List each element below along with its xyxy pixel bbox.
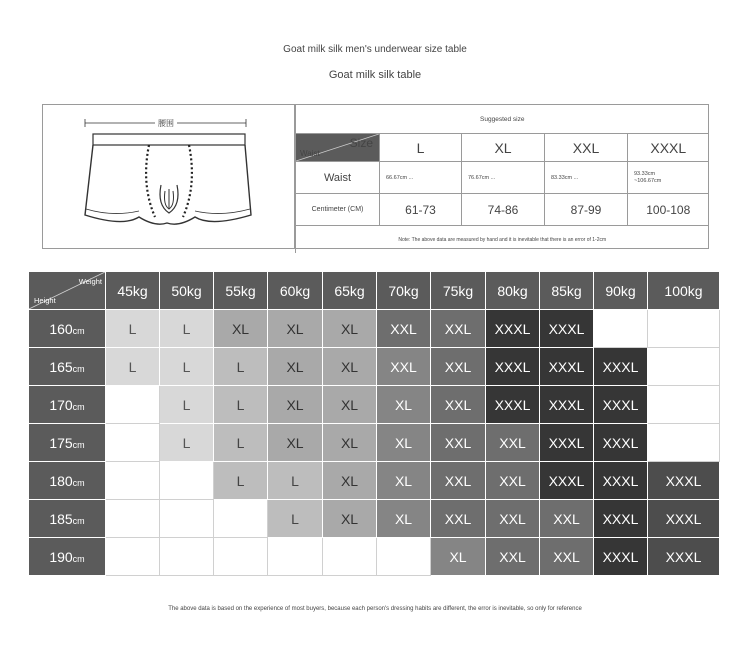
- height-unit: cm: [72, 553, 85, 564]
- waist-value: 66.67cm ...: [380, 162, 462, 194]
- size-cell: [648, 386, 720, 424]
- height-value: 175: [49, 434, 73, 451]
- size-cell: XXXL: [594, 462, 648, 500]
- size-cell: XXXL: [540, 386, 594, 424]
- size-cell: XXL: [540, 538, 594, 576]
- size-cell: [214, 538, 268, 576]
- height-header: [29, 500, 106, 538]
- table-row: [29, 500, 720, 538]
- size-cell: XXL: [431, 462, 486, 500]
- size-cell: XXL: [431, 386, 486, 424]
- size-cell: XL: [268, 386, 323, 424]
- waist-value: 83.33cm ...: [545, 162, 628, 194]
- size-cell: [648, 348, 720, 386]
- waist-value: 76.67cm ...: [462, 162, 545, 194]
- weight-header: 100kg: [648, 272, 720, 310]
- size-cell: XXXL: [540, 424, 594, 462]
- size-header: XXXL: [628, 134, 709, 162]
- height-unit: cm: [72, 363, 85, 374]
- size-cell: [594, 310, 648, 348]
- size-cell: XL: [431, 538, 486, 576]
- size-cell: L: [160, 348, 214, 386]
- size-cell: XL: [377, 500, 431, 538]
- size-cell: L: [214, 386, 268, 424]
- size-cell: L: [160, 386, 214, 424]
- size-cell: [214, 500, 268, 538]
- size-cell: XXL: [431, 348, 486, 386]
- size-cell: XXXL: [648, 500, 720, 538]
- size-cell: XXXL: [594, 500, 648, 538]
- waist-size-panel: [42, 104, 709, 249]
- size-cell: L: [214, 462, 268, 500]
- size-cell: L: [268, 462, 323, 500]
- table-row: [29, 424, 720, 462]
- waist-row-label: Waist: [296, 162, 380, 194]
- size-cell: XXXL: [648, 538, 720, 576]
- height-weight-size-grid: [28, 271, 720, 576]
- size-cell: [160, 500, 214, 538]
- height-value: 190: [49, 548, 73, 565]
- cm-value: 100-108: [628, 194, 709, 226]
- size-cell: XXL: [431, 500, 486, 538]
- table-row: [29, 310, 720, 348]
- size-cell: [160, 538, 214, 576]
- size-cell: XXXL: [594, 424, 648, 462]
- size-cell: XXL: [377, 310, 431, 348]
- height-header: [29, 386, 106, 424]
- size-cell: XL: [214, 310, 268, 348]
- size-cell: XL: [323, 462, 377, 500]
- weight-height-corner: [29, 272, 106, 310]
- height-header: [29, 424, 106, 462]
- size-cell: XXL: [540, 500, 594, 538]
- size-header: XL: [462, 134, 545, 162]
- size-cell: [106, 462, 160, 500]
- size-cell: L: [268, 500, 323, 538]
- size-cell: [160, 462, 214, 500]
- weight-header: 60kg: [268, 272, 323, 310]
- size-cell: XXXL: [540, 348, 594, 386]
- cm-row-label: Centimeter (CM): [296, 194, 380, 226]
- corner-size-label: Size: [349, 136, 373, 150]
- height-unit: cm: [72, 477, 85, 488]
- size-cell: XL: [323, 348, 377, 386]
- cm-value: 74-86: [462, 194, 545, 226]
- size-cell: [377, 538, 431, 576]
- size-cell: XL: [323, 310, 377, 348]
- weight-header: 90kg: [594, 272, 648, 310]
- table-row: [29, 538, 720, 576]
- size-cell: XL: [323, 500, 377, 538]
- weight-header: 85kg: [540, 272, 594, 310]
- size-cell: XL: [268, 348, 323, 386]
- size-cell: [648, 424, 720, 462]
- corner-height-label: Height: [34, 296, 56, 305]
- suggested-size-label: Suggested size: [296, 105, 709, 134]
- size-cell: XL: [377, 462, 431, 500]
- page-title: Goat milk silk men's underwear size table: [283, 44, 467, 55]
- size-cell: XXL: [486, 500, 540, 538]
- corner-weight-label: Weight: [78, 277, 102, 286]
- size-cell: XXXL: [648, 462, 720, 500]
- weight-header: 80kg: [486, 272, 540, 310]
- size-cell: L: [160, 424, 214, 462]
- height-unit: cm: [72, 325, 85, 336]
- size-cell: XL: [268, 424, 323, 462]
- waist-size-table: [295, 105, 709, 253]
- underwear-diagram: [43, 105, 295, 248]
- size-cell: XXL: [431, 310, 486, 348]
- size-cell: XXXL: [540, 310, 594, 348]
- corner-waist-label: Waist: [300, 149, 320, 158]
- table-row: [29, 462, 720, 500]
- weight-header: 65kg: [323, 272, 377, 310]
- weight-header: 50kg: [160, 272, 214, 310]
- weight-header: 55kg: [214, 272, 268, 310]
- size-header: XXL: [545, 134, 628, 162]
- table-row: [29, 386, 720, 424]
- size-cell: XXL: [486, 538, 540, 576]
- table-row: [29, 348, 720, 386]
- height-header: [29, 310, 106, 348]
- footer-note: The above data is based on the experience of most buyers, because each person's dressing habits are different, the error is inevitable, so only for reference: [168, 606, 582, 612]
- underwear-icon: [43, 105, 294, 248]
- size-waist-corner: [296, 134, 380, 162]
- height-unit: cm: [72, 439, 85, 450]
- size-cell: L: [214, 348, 268, 386]
- size-cell: [106, 500, 160, 538]
- size-cell: XL: [323, 424, 377, 462]
- size-cell: [106, 538, 160, 576]
- weight-header: 70kg: [377, 272, 431, 310]
- height-value: 180: [49, 472, 73, 489]
- size-header: L: [380, 134, 462, 162]
- size-cell: [106, 386, 160, 424]
- size-cell: XXL: [431, 424, 486, 462]
- height-value: 160: [49, 320, 73, 337]
- height-value: 170: [49, 396, 73, 413]
- size-cell: XXXL: [594, 386, 648, 424]
- size-cell: XXXL: [540, 462, 594, 500]
- size-cell: XXL: [486, 424, 540, 462]
- size-cell: XXL: [486, 462, 540, 500]
- size-cell: [323, 538, 377, 576]
- size-cell: [648, 310, 720, 348]
- size-cell: XL: [377, 386, 431, 424]
- weight-header: 75kg: [431, 272, 486, 310]
- height-unit: cm: [72, 401, 85, 412]
- cm-value: 87-99: [545, 194, 628, 226]
- size-cell: XL: [323, 386, 377, 424]
- weight-header: 45kg: [106, 272, 160, 310]
- height-value: 185: [49, 510, 73, 527]
- size-cell: L: [106, 310, 160, 348]
- page-subtitle: Goat milk silk table: [328, 69, 422, 81]
- diagram-label: 腰围: [158, 119, 174, 128]
- size-cell: XXXL: [594, 348, 648, 386]
- height-value: 165: [49, 358, 73, 375]
- size-cell: [106, 424, 160, 462]
- size-cell: L: [214, 424, 268, 462]
- size-cell: XXXL: [486, 386, 540, 424]
- height-unit: cm: [72, 515, 85, 526]
- size-cell: XXXL: [594, 538, 648, 576]
- size-cell: XL: [377, 424, 431, 462]
- measurement-note: Note: The above data are measured by hand and it is inevitable that there is an error of 1-2cm: [296, 226, 709, 254]
- cm-value: 61-73: [380, 194, 462, 226]
- size-cell: L: [160, 310, 214, 348]
- size-cell: L: [106, 348, 160, 386]
- height-header: [29, 462, 106, 500]
- size-cell: XXXL: [486, 310, 540, 348]
- height-header: [29, 348, 106, 386]
- size-cell: [268, 538, 323, 576]
- waist-value: 93.33cm ~106.67cm: [628, 162, 709, 194]
- size-cell: XL: [268, 310, 323, 348]
- size-cell: XXL: [377, 348, 431, 386]
- size-cell: XXXL: [486, 348, 540, 386]
- height-header: [29, 538, 106, 576]
